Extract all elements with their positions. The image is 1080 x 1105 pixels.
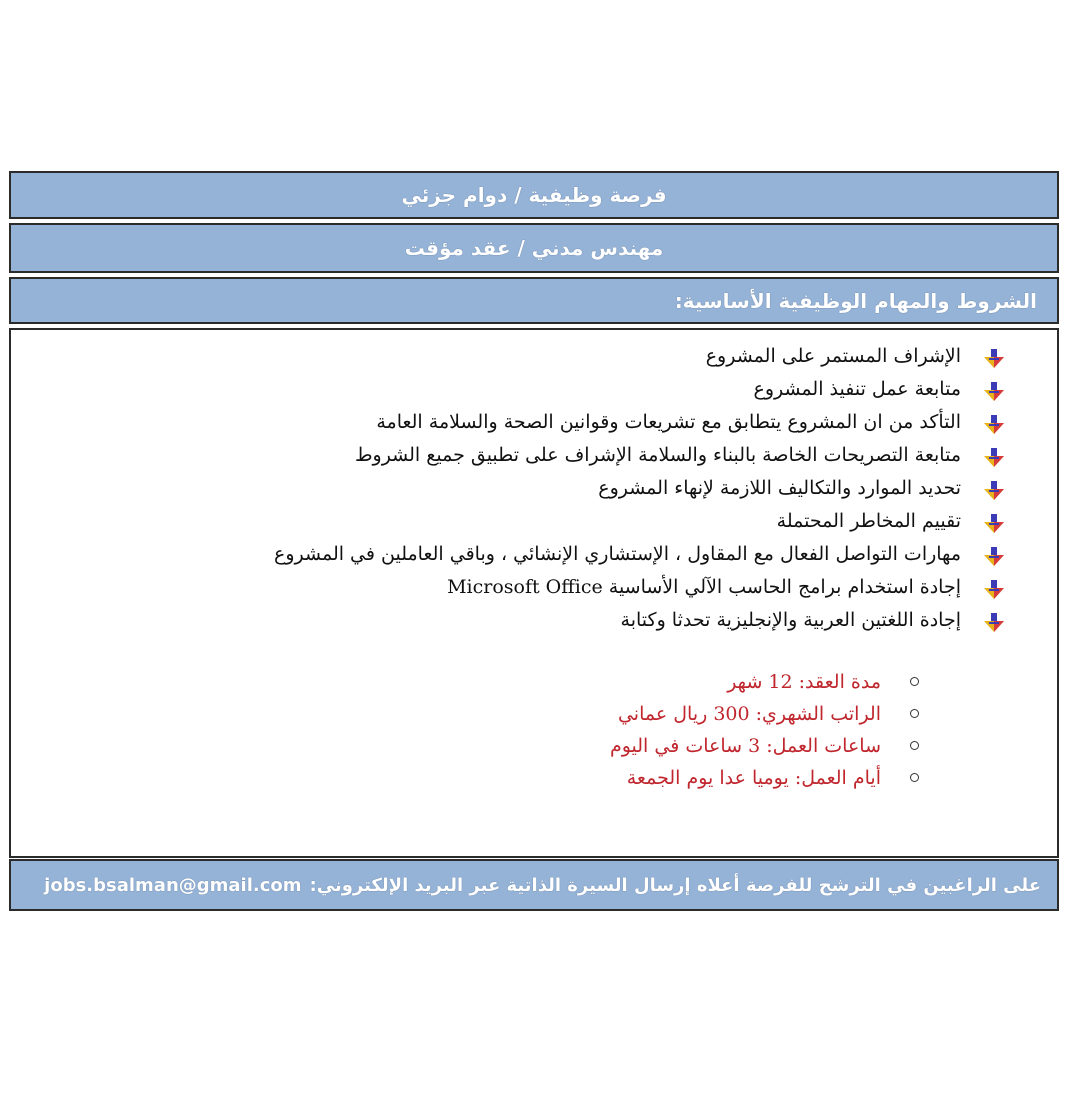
duty-item	[31, 472, 1005, 505]
circle-bullet-icon	[910, 677, 919, 686]
circle-bullet-icon	[910, 709, 919, 718]
arrow-down-icon	[983, 347, 1005, 367]
details-list	[610, 666, 919, 794]
circle-bullet-icon	[910, 741, 919, 750]
duty-item	[31, 373, 1005, 406]
arrow-down-icon	[983, 512, 1005, 532]
detail-item	[610, 698, 919, 730]
job-title: فرصة وظيفية / دوام جزئي	[401, 183, 667, 207]
job-title-band	[9, 171, 1059, 219]
duty-text: متابعة عمل تنفيذ المشروع	[753, 378, 961, 400]
duty-text: إجادة اللغتين العربية والإنجليزية تحدثا وكتابة	[620, 609, 961, 631]
duty-text: مهارات التواصل الفعال مع المقاول ، الإستشاري الإنشائي ، وباقي العاملين في المشروع	[274, 543, 961, 565]
detail-item	[610, 730, 919, 762]
arrow-down-icon	[983, 611, 1005, 631]
contact-email[interactable]: jobs.bsalman@gmail.com	[44, 874, 302, 896]
arrow-down-icon	[983, 578, 1005, 598]
duty-text: تقييم المخاطر المحتملة	[776, 510, 961, 532]
working-days: أيام العمل: يوميا عدا يوم الجمعة	[626, 767, 881, 789]
monthly-salary: الراتب الشهري: 300 ريال عماني	[617, 703, 881, 725]
duty-item	[31, 439, 1005, 472]
contract-duration: مدة العقد: 12 شهر	[727, 671, 881, 693]
duty-text: متابعة التصريحات الخاصة بالبناء والسلامة الإشراف على تطبيق جميع الشروط	[354, 444, 961, 466]
apply-instructions: على الراغبين في الترشح للفرصة أعلاه إرسال السيرة الذاتية عبر البريد الإلكتروني:	[309, 874, 1041, 896]
detail-item	[610, 762, 919, 794]
content-box	[9, 328, 1059, 858]
arrow-down-icon	[983, 413, 1005, 433]
duties-list	[31, 340, 1005, 637]
duty-item	[31, 340, 1005, 373]
arrow-down-icon	[983, 380, 1005, 400]
duty-text: إجادة استخدام برامج الحاسب الآلي الأساسية Microsoft Office	[447, 576, 961, 598]
arrow-down-icon	[983, 479, 1005, 499]
arrow-down-icon	[983, 446, 1005, 466]
duty-item	[31, 538, 1005, 571]
position-band	[9, 223, 1059, 273]
duty-item	[31, 505, 1005, 538]
circle-bullet-icon	[910, 773, 919, 782]
duty-text: تحديد الموارد والتكاليف اللازمة لإنهاء المشروع	[598, 477, 961, 499]
apply-band	[9, 859, 1059, 911]
duty-text: الإشراف المستمر على المشروع	[705, 345, 961, 367]
conditions-band	[9, 277, 1059, 324]
conditions-heading: الشروط والمهام الوظيفية الأساسية:	[674, 288, 1037, 313]
duty-item	[31, 406, 1005, 439]
working-hours: ساعات العمل: 3 ساعات في اليوم	[609, 735, 881, 757]
duty-item	[31, 571, 1005, 604]
position-title: مهندس مدني / عقد مؤقت	[404, 236, 664, 260]
detail-item	[610, 666, 919, 698]
duty-item	[31, 604, 1005, 637]
arrow-down-icon	[983, 545, 1005, 565]
duty-text: التأكد من ان المشروع يتطابق مع تشريعات وقوانين الصحة والسلامة العامة	[376, 411, 961, 433]
